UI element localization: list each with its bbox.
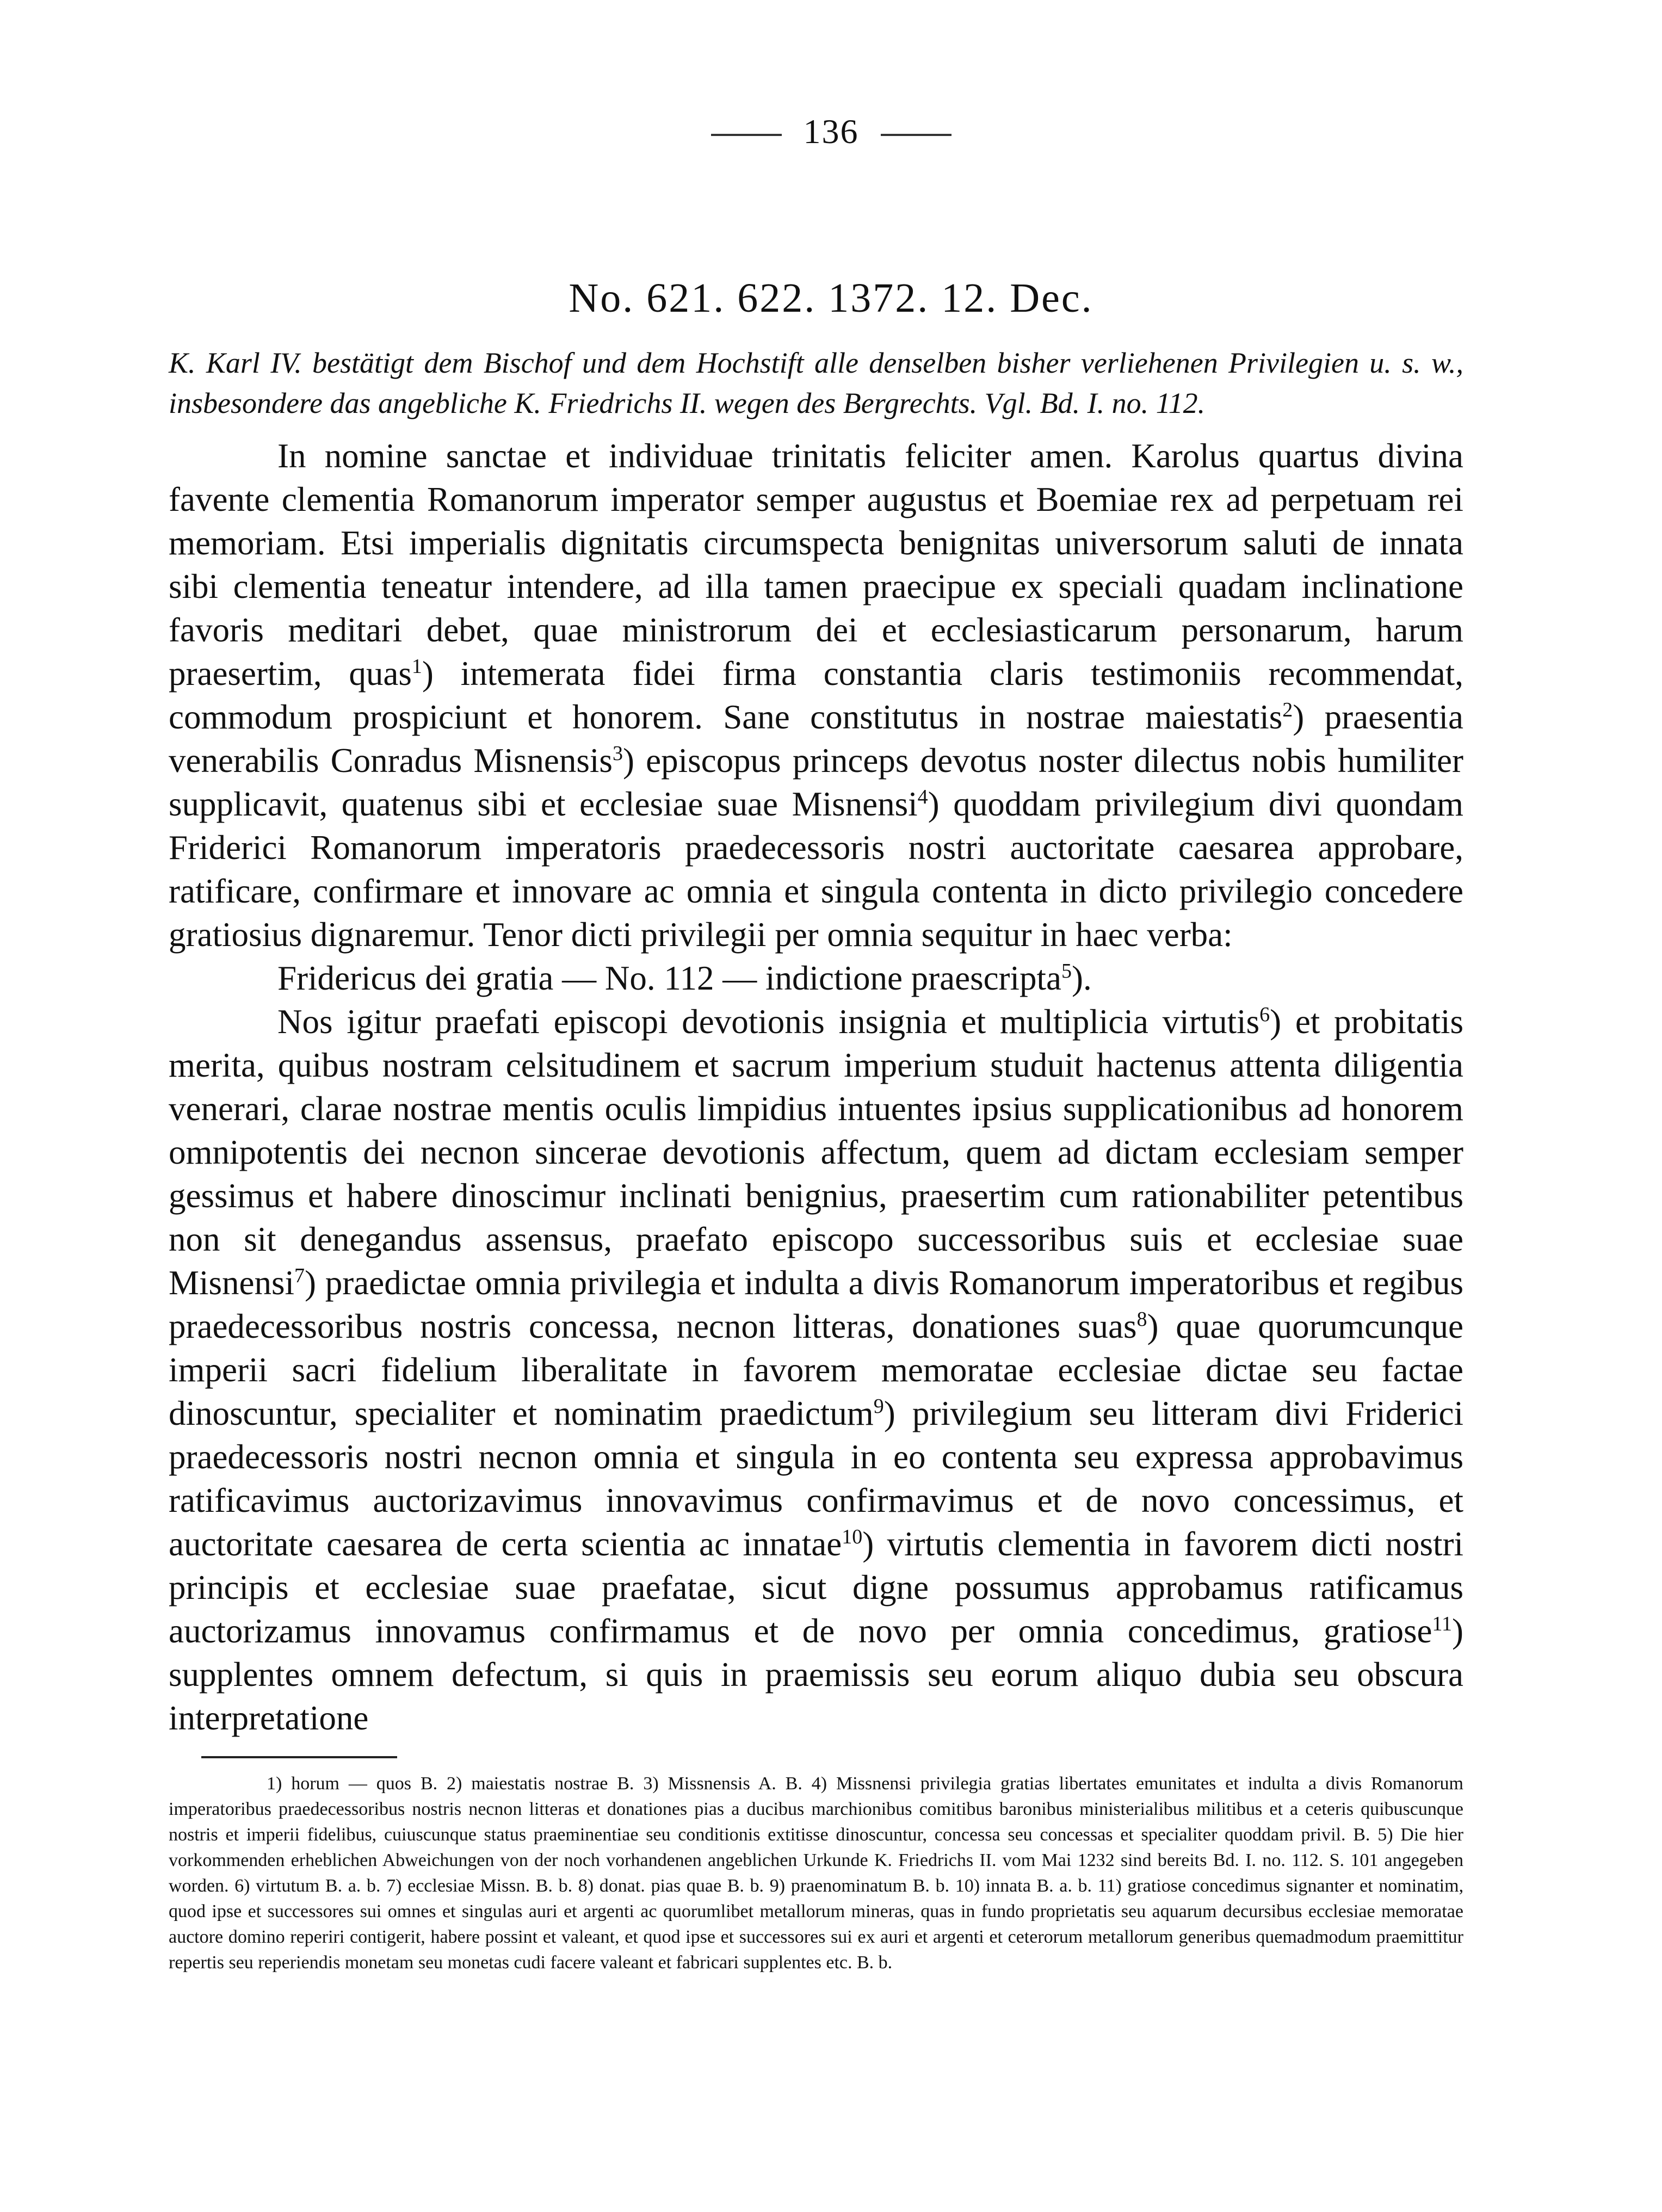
footnote-divider xyxy=(201,1756,397,1758)
text-run: ) intemerata fidei firma constantia claris testimoniis recommendat, commodum prospiciunt et honorem. Sane constitutus in nostrae maiestatis xyxy=(169,654,1463,736)
footnote-11: 11) gratiose concedimus signanter et nominatim, quod ipse et successores sui omnes et singulas auri et argenti ac quorumlibet metallorum mineras, quas in fundo proprietatis seu aquarum decursibus ecclesiae memoratae auctore domino reperiri contigerit, habere possint et valeant, et quod ipse et successores sui ex auri et argenti et ceterorum metallorum generibus quemadmodum praemittitur repertis seu reperiendis monetam seu monetas cudi facere valeant et fabricari supplentes etc. B. b. xyxy=(169,1876,1464,1973)
footnote-9: 9) praenominatum B. b. xyxy=(769,1876,950,1896)
footnote-ref: 6 xyxy=(1259,1003,1270,1026)
footnote-10: 10) innata B. a. b. xyxy=(955,1876,1092,1896)
footnote-ref: 8 xyxy=(1136,1308,1147,1331)
footnote-5: 5) Die hier vorkommenden erheblichen Abweichungen von der noch vorhandenen angeblichen Urkunde K. Friedrichs II. vom Mai 1232 sind bereits Bd. I. no. 112. S. 101 angegeben worden. xyxy=(169,1825,1463,1896)
footnote-7: 7) ecclesiae Missn. B. b. xyxy=(386,1876,573,1896)
paragraph-3 xyxy=(169,1000,1463,1740)
regest-summary: K. Karl IV. bestätigt dem Bischof und dem Hochstift alle denselben bisher verliehenen Privilegien u. s. w., insbesondere das angebliche K. Friedrichs II. wegen des Bergrechts. Vgl. Bd. I. no. 112. xyxy=(169,347,1463,419)
footnote-2: 2) maiestatis nostrae B. xyxy=(447,1774,634,1794)
footnote-block xyxy=(169,1771,1463,1975)
page-number: 136 xyxy=(803,112,859,151)
footnote-ref: 11 xyxy=(1432,1612,1453,1635)
footnote-ref: 9 xyxy=(873,1395,884,1418)
footnote-ref: 3 xyxy=(612,742,623,765)
text-run: ) praedictae omnia privilegia et indulta a divis Romanorum imperatoribus et regibus praedecessoribus nostris concessa, necnon litteras, donationes suas xyxy=(169,1264,1463,1345)
text-run: Fridericus dei gratia — No. 112 — indictione praescripta xyxy=(277,959,1062,997)
footnote-3: 3) Missnensis A. B. xyxy=(643,1774,802,1794)
footnote-ref: 7 xyxy=(294,1264,305,1287)
text-run: ) episcopus princeps devotus noster dilectus nobis humiliter supplicavit, quatenus sibi et ecclesiae suae Misnensi xyxy=(169,742,1463,823)
header-dash-left xyxy=(711,134,782,136)
text-run: ) privilegium seu litteram divi Friderici praedecessoris nostri necnon omnia et singula in eo contenta seu expressa approbavimus ratificavimus auctorizavimus innovavimus confirmavimus et de novo concessimus, et auctoritate caesarea de certa scientia ac innatae xyxy=(169,1394,1463,1563)
text-run: ) quae quorumcunque imperii sacri fidelium liberalitate in favorem memoratae ecclesiae dictae seu factae dinoscuntur, specialiter et nominatim praedictum xyxy=(169,1307,1463,1432)
footnote-1: 1) horum — quos B. xyxy=(267,1774,438,1794)
paragraph-1 xyxy=(169,434,1463,956)
footnote-ref: 10 xyxy=(842,1525,863,1548)
footnote-8: 8) donat. pias quae B. b. xyxy=(578,1876,764,1896)
text-run: ). xyxy=(1072,959,1092,997)
text-run: ) virtutis clementia in favorem dicti nostri principis et ecclesiae suae praefatae, sicut digne possumus approbamus ratificamus auctorizamus innovamus confirmamus et de novo per omnia concedimus, gratiose xyxy=(169,1525,1463,1650)
text-run: ) et probitatis merita, quibus nostram celsitudinem et sacrum imperium studuit hactenus attenta diligentia venerari, clarae nostrae mentis oculis limpidius intuentes ipsius supplicationibus ad honorem omnipotentis dei necnon sincerae devotionis affectum, quem ad dictam ecclesiam semper gessimus et habere dinoscimur inclinati benignius, praesertim cum rationabiliter petentibus non sit denegandus assensus, praefato episcopo successoribus suis et ecclesiae suae Misnensi xyxy=(169,1003,1463,1302)
paragraph-2 xyxy=(169,956,1463,1000)
text-run: Nos igitur praefati episcopi devotionis insignia et multiplicia virtutis xyxy=(277,1003,1260,1041)
footnote-ref: 1 xyxy=(411,655,422,678)
document-title: No. 621. 622. 1372. 12. Dec. xyxy=(569,275,1093,321)
header-dash-right xyxy=(881,134,952,136)
text-run: ) supplentes omnem defectum, si quis in praemissis seu eorum aliquo dubia seu obscura interpretatione xyxy=(169,1612,1463,1737)
footnote-ref: 5 xyxy=(1061,960,1072,983)
footnote-4: 4) Missnensi privilegia gratias libertates emunitates et indulta a divis Romanorum imperatoribus praedecessoribus nostris necnon litteras et donationes pias a ducibus marchionibus comitibus baronibus ministerialibus militibus et a ceteris quibuscunque nostris et imperii fidelibus, cuiuscunque status praeminentiae seu conditionis extitisse dinoscuntur, concessa seu concessas et specialiter quoddam privil. B. xyxy=(169,1774,1464,1845)
footnotes xyxy=(169,1771,1463,1975)
text-run: ) quoddam privilegium divi quondam Friderici Romanorum imperatoris praedecessoris nostri auctoritate caesarea approbare, ratificare, confirmare et innovare ac omnia et singula contenta in dicto privilegio concedere gratiosius dignaremur. Tenor dicti privilegii per omnia sequitur in haec verba: xyxy=(169,785,1463,954)
page-header xyxy=(0,112,1662,152)
footnote-ref: 2 xyxy=(1282,699,1293,721)
text-run: In nomine sanctae et individuae trinitatis feliciter amen. Karolus quartus divina favente clementia Romanorum imperator semper augustus et Boemiae rex ad perpetuam rei memoriam. Etsi imperialis dignitatis circumspecta benignitas universorum saluti de innata sibi clementia teneatur intendere, ad illa tamen praecipue ex speciali quadam inclinatione favoris meditari debet, quae ministrorum dei et ecclesiasticarum personarum, harum praesertim, quas xyxy=(169,437,1463,693)
document-body xyxy=(169,434,1463,1740)
text-run: ) praesentia venerabilis Conradus Misnensis xyxy=(169,698,1463,780)
footnote-ref: 4 xyxy=(917,786,928,808)
footnote-6: 6) virtutum B. a. b. xyxy=(234,1876,381,1896)
